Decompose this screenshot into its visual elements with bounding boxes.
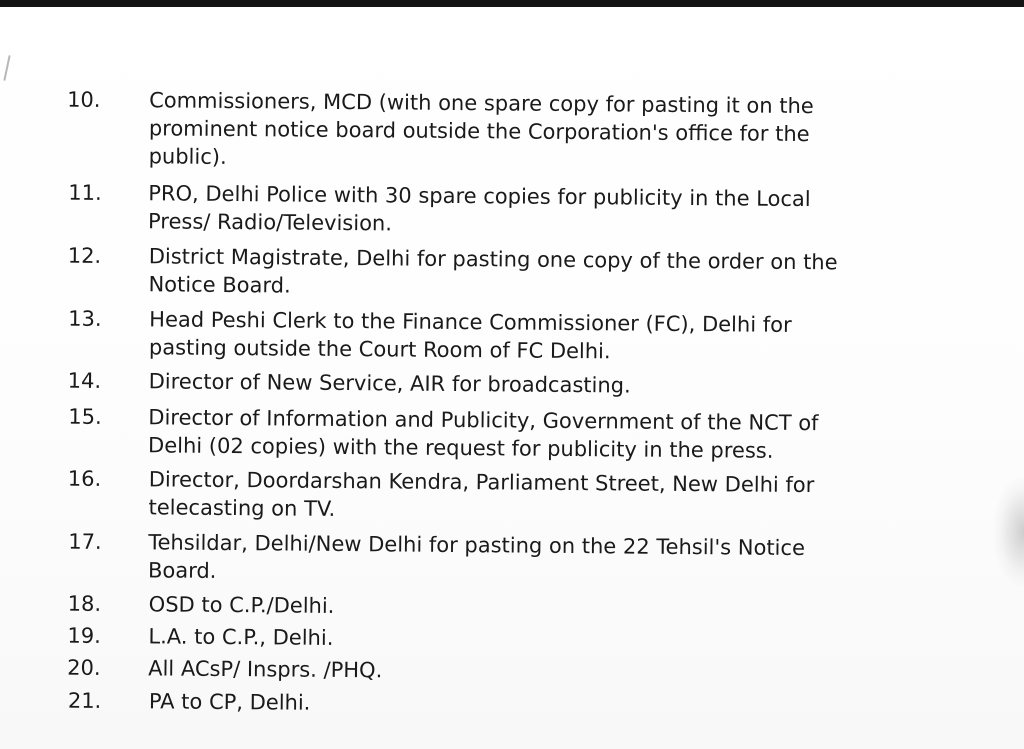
item-text-line: PRO, Delhi Police with 30 spare copies for publicity in the Local [148,181,811,212]
item-number: 10. [67,87,101,112]
item-text [148,528,948,591]
item-number: 14. [67,368,102,393]
item-text-line: Director of Information and Publicity, Government of the NCT of [148,405,819,436]
item-number: 18. [67,591,102,616]
top-dark-band [0,0,1024,7]
item-text-line: Head Peshi Clerk to the Finance Commissioner (FC), Delhi for [149,307,792,337]
item-text-line: Director of New Service, AIR for broadcasting. [148,369,631,398]
item-number: 12. [67,243,102,268]
item-text-line: prominent notice board outside the Corporation's office for the [148,116,810,147]
item-number: 20. [67,655,101,680]
item-number: 11. [68,180,102,205]
item-number: 17. [68,529,102,554]
item-text-line: Notice Board. [148,272,291,298]
item-text-line: Commissioners, MCD (with one spare copy for pasting it on the [149,88,814,119]
item-text [148,242,948,305]
item-text [148,179,948,242]
item-text-line: L.A. to C.P., Delhi. [148,624,334,650]
item-number: 19. [67,623,101,648]
item-text-line: Board. [147,558,217,583]
page-edge-shadow [994,477,1024,587]
item-text-line: Tehsildar, Delhi/New Delhi for pasting on the 22 Tehsil's Notice [148,530,806,561]
item-number: 13. [68,306,102,331]
item-text-line: OSD to C.P./Delhi. [148,592,335,618]
item-text-line: Press/ Radio/Television. [147,209,393,236]
item-number: 15. [68,404,102,429]
item-text-line: public). [148,144,227,169]
item-text-line: Director, Doordarshan Kendra, Parliament Street, New Delhi for [148,467,815,498]
item-text [148,465,948,528]
item-text-line: pasting outside the Court Room of FC Delhi. [148,335,611,364]
item-text [149,305,949,368]
item-text-line: PA to CP, Delhi. [148,689,311,715]
item-text [148,403,948,466]
margin-pen-mark [3,55,10,81]
item-text-line: District Magistrate, Delhi for pasting one copy of the order on the [148,244,838,275]
item-number: 21. [67,688,102,713]
item-text [149,86,950,177]
item-text-line: Delhi (02 copies) with the request for publicity in the press. [148,433,774,463]
item-text-line: telecasting on TV. [148,495,336,521]
item-number: 16. [67,466,102,491]
item-text-line: All ACsP/ Insprs. /PHQ. [148,656,383,683]
